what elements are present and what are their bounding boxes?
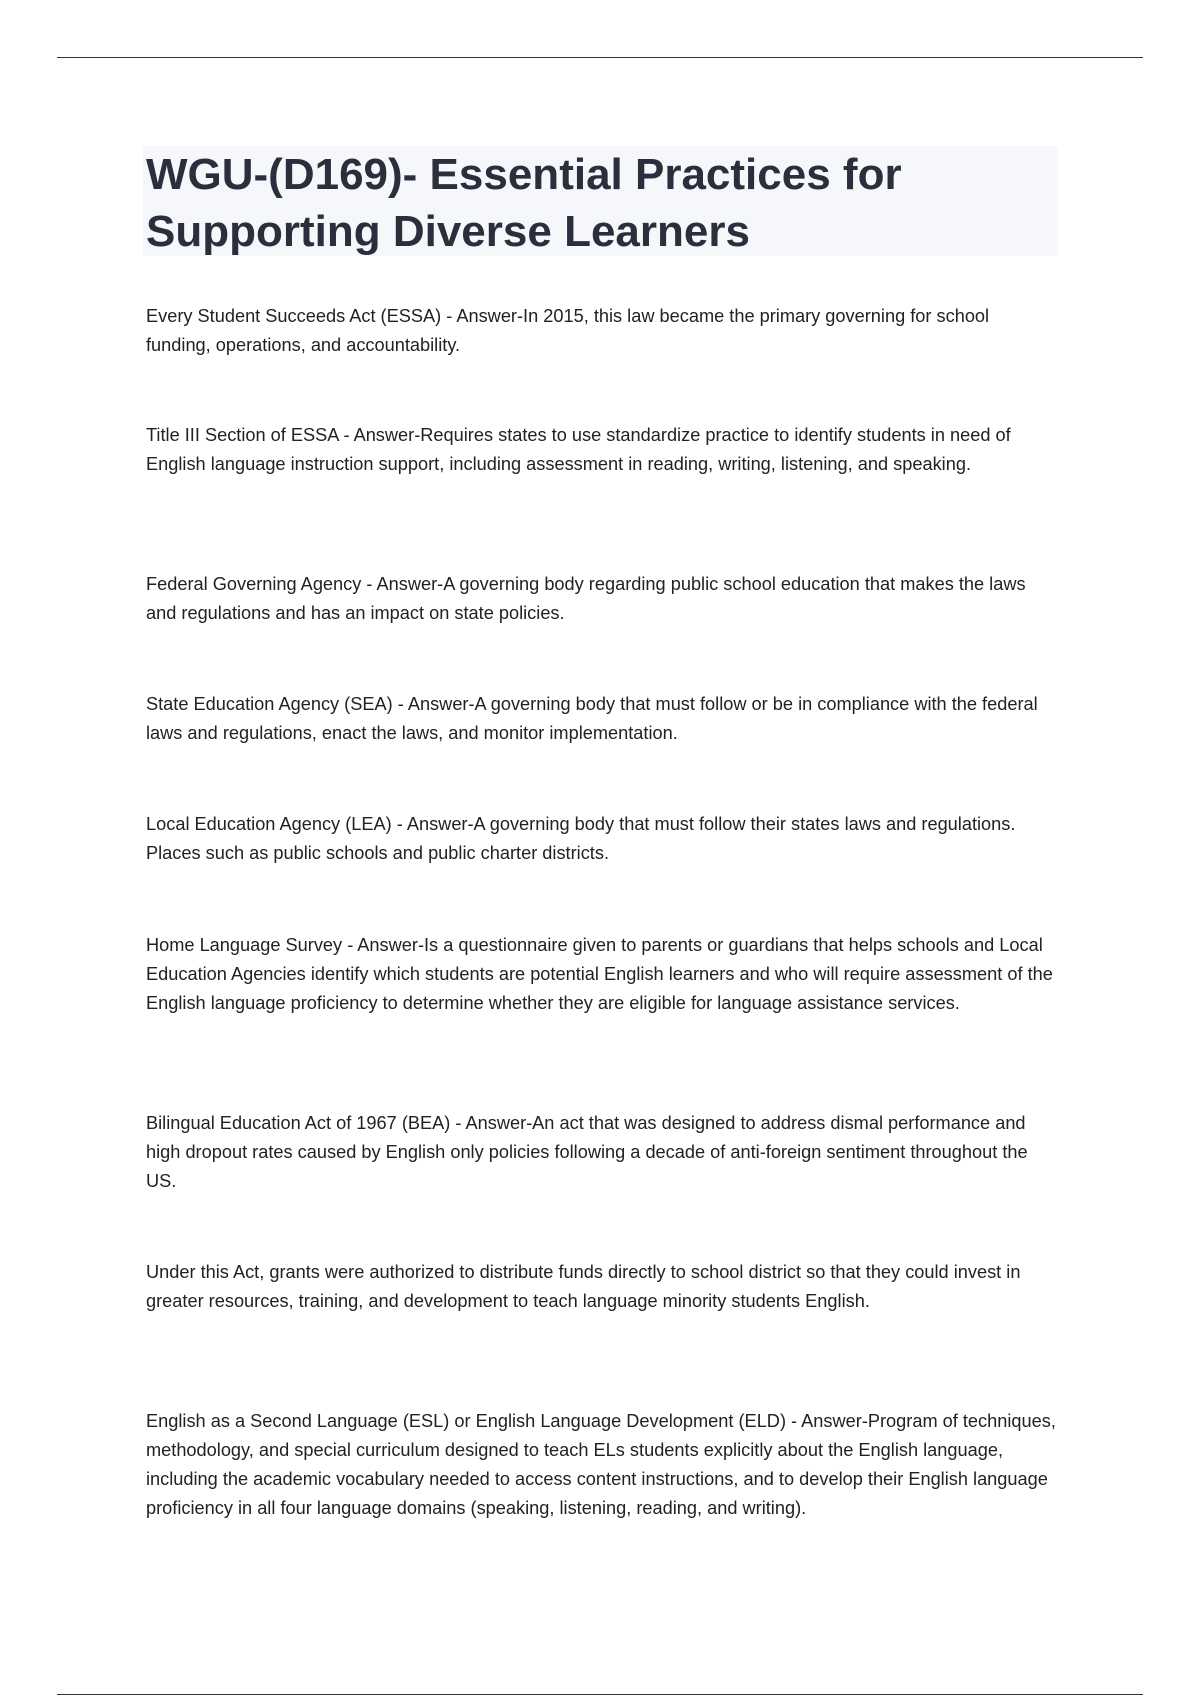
- qa-entry-home-language-survey: Home Language Survey - Answer-Is a questionnaire given to parents or guardians that helps schools and Local Education Agencies identify which students are potential English learners and who will require assessment of the English language proficiency to determine whether they are eligible for language assistance services.: [146, 935, 1053, 1013]
- qa-entry-bea: Bilingual Education Act of 1967 (BEA) - Answer-An act that was designed to address dismal performance and high dropout rates caused by English only policies following a decade of anti-foreign sentiment throughout the US.: [146, 1113, 1028, 1191]
- qa-entry-esl-eld: English as a Second Language (ESL) or English Language Development (ELD) - Answer-Program of techniques, methodology, and special curriculum designed to teach ELs students explicitly about the English language, including the academic vocabulary needed to access content instructions, and to develop their English language proficiency in all four language domains (speaking, listening, reading, and writing).: [146, 1411, 1056, 1518]
- qa-entry-essa: Every Student Succeeds Act (ESSA) - Answer-In 2015, this law became the primary governing for school funding, operations, and accountability.: [146, 306, 990, 355]
- qa-entry-bea-grants: Under this Act, grants were authorized to distribute funds directly to school district so that they could invest in greater resources, training, and development to teach language minority students English.: [146, 1262, 1021, 1311]
- qa-entry-title-iii: Title III Section of ESSA - Answer-Requires states to use standardize practice to identify students in need of English language instruction support, including assessment in reading, writing, listening, and speaking.: [146, 425, 1011, 474]
- qa-entry-lea: Local Education Agency (LEA) - Answer-A governing body that must follow their states laws and regulations. Places such as public schools and public charter districts.: [146, 814, 1016, 863]
- document-title: WGU-(D169)- Essential Practices for Supporting Diverse Learners: [146, 150, 902, 256]
- bottom-rule: [57, 1694, 1143, 1695]
- qa-entry-sea: State Education Agency (SEA) - Answer-A governing body that must follow or be in compliance with the federal laws and regulations, enact the laws, and monitor implementation.: [146, 694, 1038, 743]
- qa-entry-federal-agency: Federal Governing Agency - Answer-A governing body regarding public school education that makes the laws and regulations and has an impact on state policies.: [146, 574, 1026, 623]
